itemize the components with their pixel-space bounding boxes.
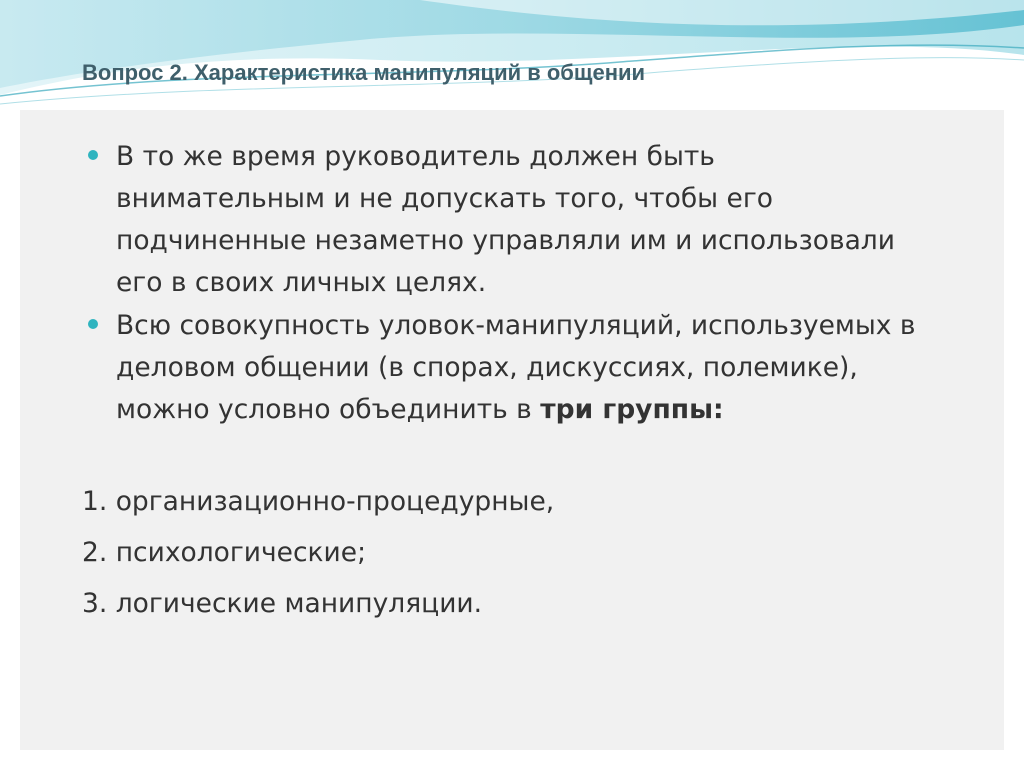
bullet-text-regular: Всю совокупность уловок-манипуляций, используемых в деловом общении (в спорах, дискуссиях, полемике), можно условно объединить в [116,310,916,425]
bullet-text: В то же время руководитель должен быть внимательным и не допускать того, чтобы его подчиненные незаметно управляли им и использовали его в своих личных целях. [116,141,895,298]
numbered-item: 2. психологические; [82,537,367,568]
bullet-dot-icon [88,319,98,329]
numbered-item: 3. логические манипуляции. [82,588,483,619]
numbered-item: 1. организационно-процедурные, [82,486,555,517]
bullet-dot-icon [88,150,98,160]
bullet-item [88,305,928,431]
bullet-text-bold: три группы: [540,394,724,425]
slide-title: Вопрос 2. Характеристика манипуляций в общении [82,60,646,85]
bullet-text [116,305,928,431]
bullet-item [88,136,928,304]
